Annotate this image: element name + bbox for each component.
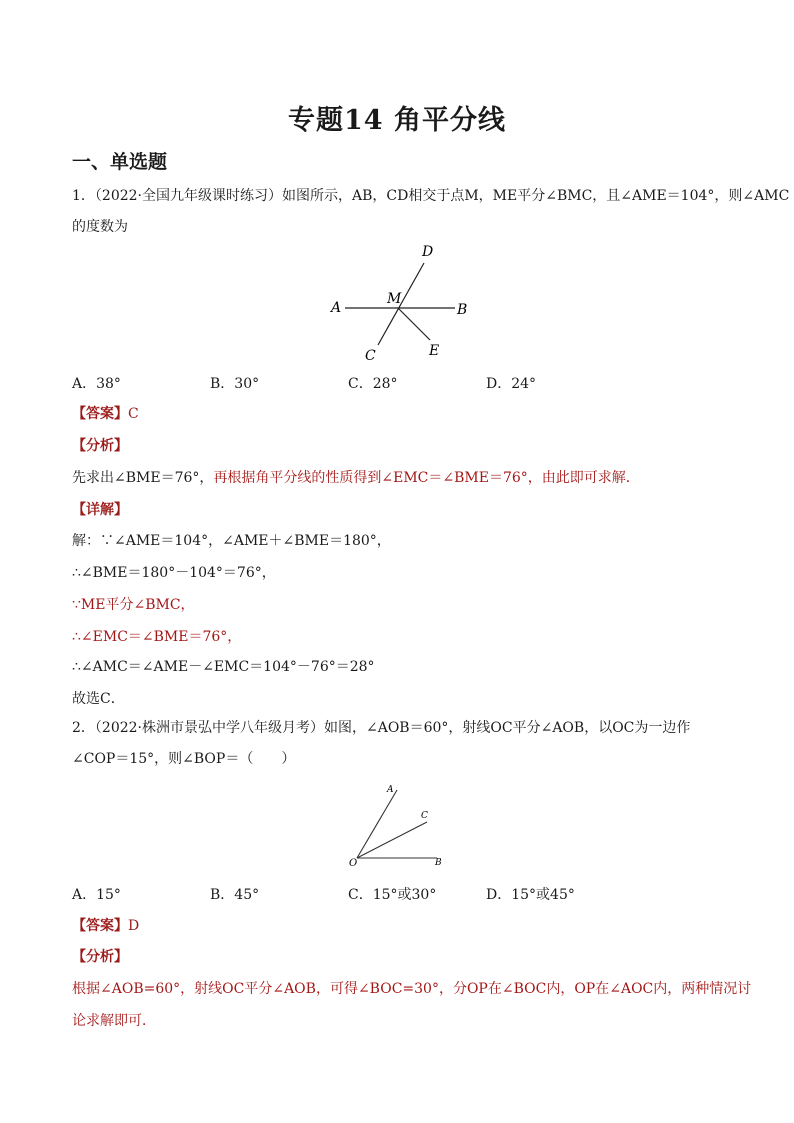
q2-analysis-label: 【分析】 bbox=[72, 949, 128, 965]
label-m: M bbox=[387, 291, 402, 307]
label-c2: C bbox=[421, 811, 428, 821]
answer-value-2: D bbox=[128, 918, 140, 934]
q1-detail-label: 【详解】 bbox=[72, 502, 128, 518]
ray-me bbox=[398, 308, 430, 340]
q1-analysis-text bbox=[72, 467, 640, 487]
label-d: D bbox=[422, 244, 434, 260]
q1-step-6: 故选C． bbox=[72, 691, 125, 707]
analysis-part-b: 再根据角平分线的性质得到∠EMC＝∠BME＝76°，由此即可求解． bbox=[213, 470, 640, 486]
q1-step-1: 解：∵∠AME＝104°，∠AME＋∠BME＝180°， bbox=[72, 533, 391, 549]
q1-option-b: B．30° bbox=[210, 376, 260, 392]
q2-stem-line2: ∠COP＝15°，则∠BOP＝（ ） bbox=[72, 751, 296, 767]
q1-stem-line2: 的度数为 bbox=[72, 219, 128, 235]
q1-step-5: ∴∠AMC＝∠AME－∠EMC＝104°－76°＝28° bbox=[72, 659, 375, 675]
q2-option-c: C．15°或30° bbox=[348, 887, 437, 903]
label-o: O bbox=[349, 858, 358, 869]
label-b: B bbox=[457, 302, 468, 318]
q1-option-c: C．28° bbox=[348, 376, 398, 392]
q1-option-d: D．24° bbox=[486, 376, 537, 392]
q1-option-a: A．38° bbox=[72, 376, 121, 392]
q1-step-3: ∵ME平分∠BMC， bbox=[72, 597, 195, 613]
q1-figure bbox=[325, 240, 475, 365]
q2-option-a: A．15° bbox=[72, 887, 121, 903]
analysis-part-a: 先求出∠BME＝76°， bbox=[72, 470, 214, 486]
section-heading: 一、单选题 bbox=[72, 151, 168, 173]
q1-step-2: ∴∠BME＝180°－104°＝76°， bbox=[72, 565, 276, 581]
answer-value: C bbox=[128, 406, 139, 422]
q1-stem-line1: 1．（2022·全国九年级课时练习）如图所示，AB，CD相交于点M，ME平分∠BMC，且∠AME＝104°，则∠AMC bbox=[72, 188, 790, 204]
label-b2: B bbox=[435, 858, 442, 868]
answer-label-2: 【答案】 bbox=[72, 918, 128, 934]
answer-label: 【答案】 bbox=[72, 406, 128, 422]
label-e: E bbox=[429, 343, 440, 359]
page-title: 专题14 角平分线 bbox=[288, 105, 506, 136]
q2-answer bbox=[72, 915, 139, 935]
q2-analysis-line2: 论求解即可． bbox=[72, 1013, 156, 1029]
label-a: A bbox=[331, 300, 342, 316]
q1-step-4: ∴∠EMC＝∠BME＝76°， bbox=[72, 629, 242, 645]
q2-option-b: B．45° bbox=[210, 887, 260, 903]
q1-analysis-label: 【分析】 bbox=[72, 438, 128, 454]
q2-figure bbox=[345, 780, 455, 870]
q1-answer bbox=[72, 403, 139, 423]
label-c: C bbox=[365, 348, 376, 364]
label-a2: A bbox=[387, 785, 394, 795]
q2-option-d: D．15°或45° bbox=[486, 887, 575, 903]
q2-analysis-line1: 根据∠AOB=60°，射线OC平分∠AOB，可得∠BOC=30°，分OP在∠BOC内，OP在∠AOC内，两种情况讨 bbox=[72, 981, 752, 997]
q2-stem-line1: 2．（2022·株洲市景弘中学八年级月考）如图，∠AOB＝60°，射线OC平分∠AOB，以OC为一边作 bbox=[72, 720, 691, 736]
